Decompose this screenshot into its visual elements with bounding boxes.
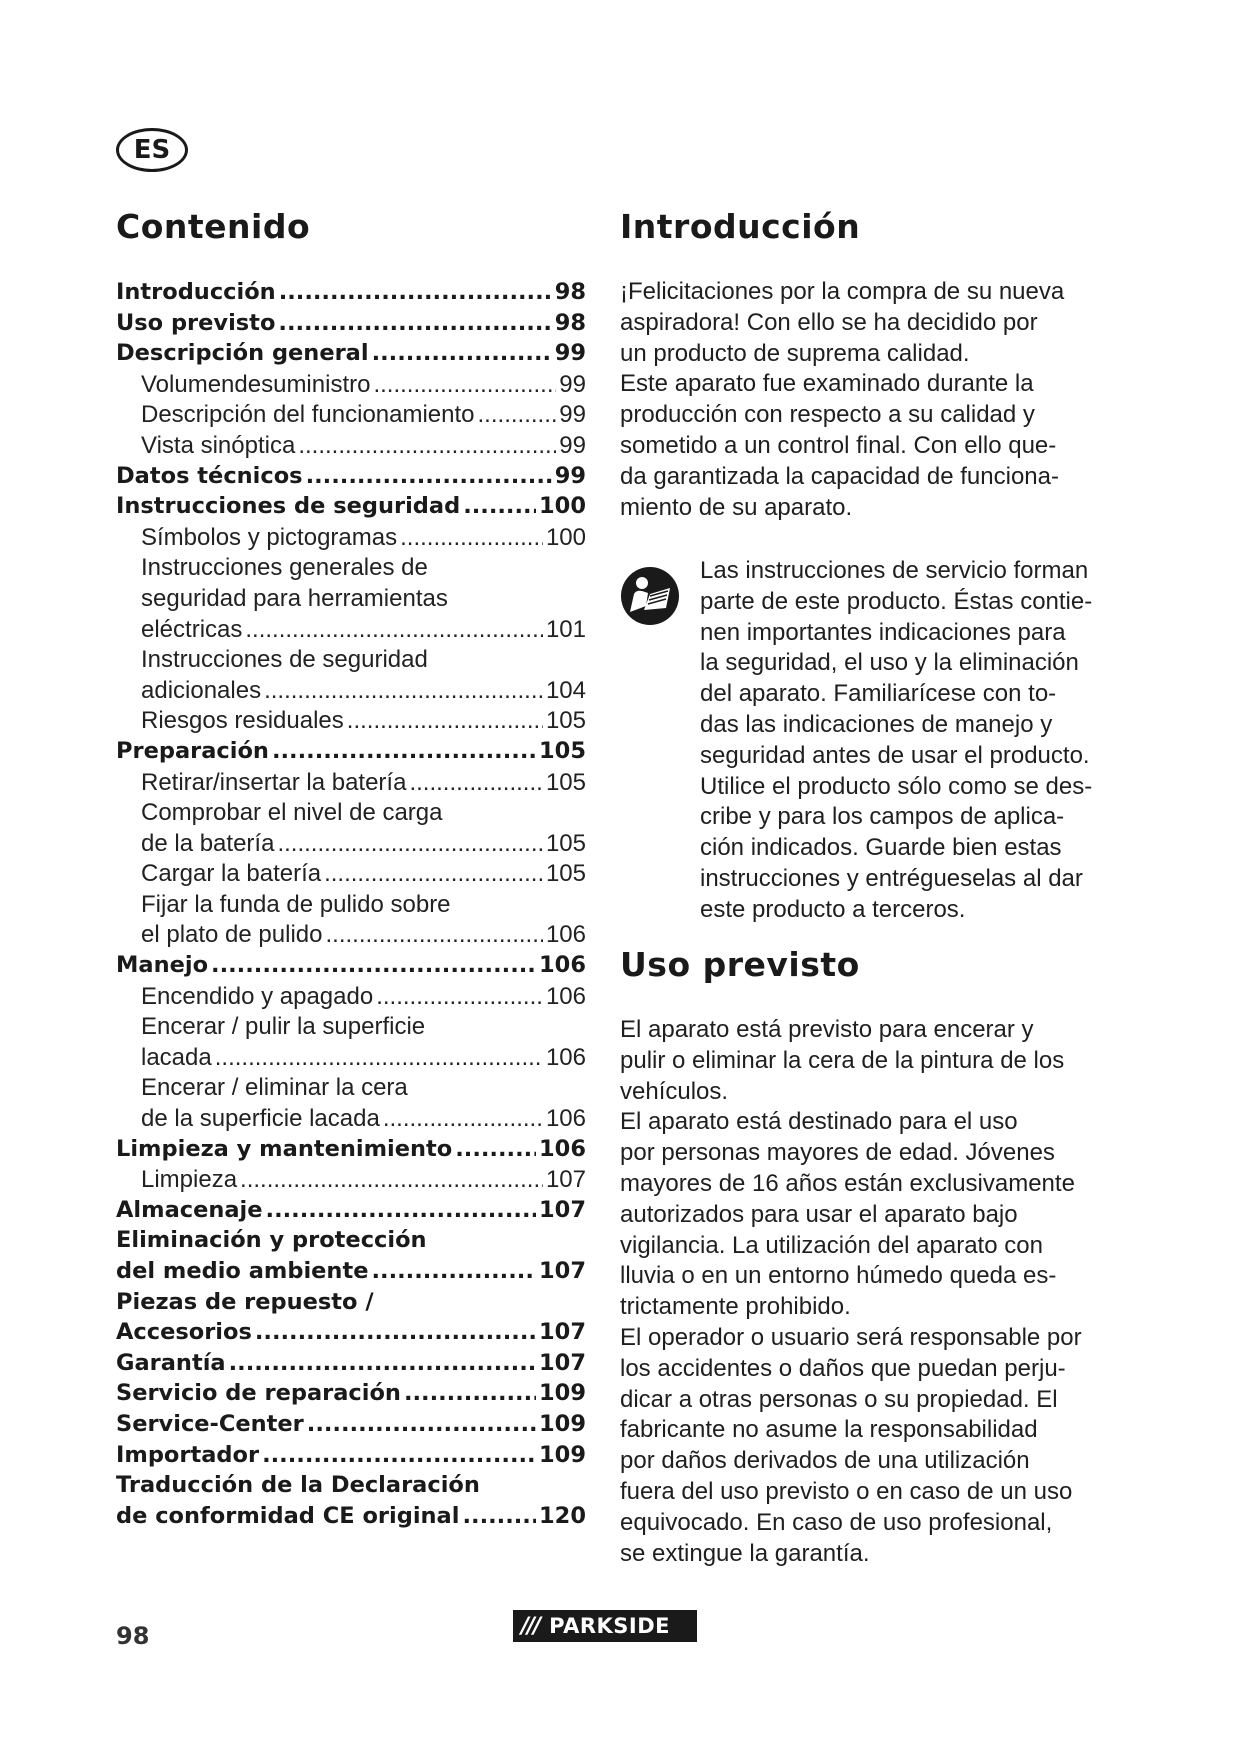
toc-entry xyxy=(116,1503,586,1534)
toc-entry xyxy=(116,738,586,769)
text-line: fabricante no asume la responsabilidad xyxy=(620,1416,1038,1444)
toc-entry-page: 105 xyxy=(545,860,586,888)
toc-entry-title: Service-Center xyxy=(116,1410,304,1437)
toc-entry-page: 106 xyxy=(545,982,586,1010)
toc-leader-dots xyxy=(264,677,543,705)
toc-entry-page: 107 xyxy=(539,1258,586,1284)
toc-entry-title: el plato de pulido xyxy=(141,921,323,949)
toc-entry-page: 106 xyxy=(545,1105,586,1133)
toc-entry-title: adicionales xyxy=(141,676,262,704)
toc-entry-title: de la batería xyxy=(141,829,275,857)
toc-leader-dots xyxy=(255,1319,536,1345)
text-line: ción indicados. Guarde bien estas xyxy=(700,834,1062,862)
introduction-title: Introducción xyxy=(620,207,861,246)
language-code: ES xyxy=(133,135,171,165)
text-line: aspiradora! Con ello se ha decidido por xyxy=(620,308,1038,336)
toc-entry xyxy=(116,952,586,983)
toc-leader-dots xyxy=(373,371,556,399)
toc-entry xyxy=(116,1289,586,1320)
text-line: por personas mayores de edad. Jóvenes xyxy=(620,1139,1055,1167)
toc-entry xyxy=(116,1166,586,1197)
text-line: la seguridad, el uso y la eliminación xyxy=(700,649,1079,677)
toc-entry-page: 101 xyxy=(545,615,586,643)
toc-entry xyxy=(116,1472,586,1503)
toc-entry-title: Cargar la batería xyxy=(141,860,322,888)
intended-use-text xyxy=(620,1015,1100,1569)
toc-entry-page: 107 xyxy=(545,1166,586,1194)
page-number: 98 xyxy=(116,1622,150,1650)
toc-leader-dots xyxy=(324,860,543,888)
toc-entry xyxy=(116,279,586,310)
toc-entry-page: 107 xyxy=(539,1349,586,1376)
toc-entry-title: Descripción del funcionamiento xyxy=(141,401,475,429)
text-line: cribe y para los campos de aplica- xyxy=(700,803,1065,831)
toc-entry xyxy=(116,401,586,432)
toc-entry-page: 105 xyxy=(539,737,586,764)
toc-entry-title: Encerar / pulir la superficie xyxy=(141,1013,426,1041)
text-line: producción con respecto a su calidad y xyxy=(620,401,1035,429)
text-line: Las instrucciones de servicio forman xyxy=(700,557,1089,584)
toc-entry-title: Retirar/insertar la batería xyxy=(141,768,407,796)
toc-leader-dots xyxy=(455,1136,536,1162)
toc-leader-dots xyxy=(383,1105,543,1133)
toc-entry-title: Símbolos y pictogramas xyxy=(141,523,398,551)
toc-leader-dots xyxy=(279,279,552,305)
toc-leader-dots xyxy=(463,493,536,519)
toc-leader-dots xyxy=(211,952,536,978)
toc-entry-page: 107 xyxy=(539,1319,586,1346)
notice-text xyxy=(700,556,1100,926)
toc-leader-dots xyxy=(325,921,542,949)
toc-entry xyxy=(116,1044,586,1075)
toc-entry xyxy=(116,1350,586,1381)
toc-entry-title: Accesorios xyxy=(116,1319,252,1346)
toc-entry-page: 98 xyxy=(554,279,586,305)
language-badge xyxy=(116,128,188,172)
toc-entry-page: 104 xyxy=(545,676,586,704)
toc-entry xyxy=(116,830,586,861)
toc-entry-title: Uso previsto xyxy=(116,309,276,336)
text-line: lluvia o en un entorno húmedo queda es- xyxy=(620,1262,1057,1290)
toc-title: Contenido xyxy=(116,207,311,246)
toc-entry-page: 99 xyxy=(554,340,586,367)
manual-notice xyxy=(620,556,1100,926)
toc-leader-dots xyxy=(400,524,543,552)
toc-entry-page: 99 xyxy=(559,401,586,429)
text-line: equivocado. En caso de uso profesional, xyxy=(620,1508,1053,1536)
toc-entry xyxy=(116,1319,586,1350)
toc-entry-title: lacada xyxy=(141,1043,212,1071)
toc-entry xyxy=(116,1136,586,1167)
text-line: dicar a otras personas o su propiedad. El xyxy=(620,1385,1058,1413)
toc-entry-title: Preparación xyxy=(116,737,269,764)
toc-leader-dots xyxy=(262,1442,536,1468)
text-line: Utilice el producto sólo como se des- xyxy=(700,772,1093,800)
toc-leader-dots xyxy=(272,738,536,764)
toc-leader-dots xyxy=(298,432,556,460)
text-line: por daños derivados de una utilización xyxy=(620,1447,1030,1475)
toc-entry-page: 109 xyxy=(539,1441,586,1468)
toc-leader-dots xyxy=(240,1166,543,1194)
toc-entry xyxy=(116,1258,586,1289)
toc-entry xyxy=(116,677,586,708)
toc-entry xyxy=(116,340,586,371)
toc-leader-dots xyxy=(404,1380,536,1406)
text-line: autorizados para usar el aparato bajo xyxy=(620,1200,1018,1228)
text-line: seguridad antes de usar el producto. xyxy=(700,741,1090,769)
toc-entry-page: 105 xyxy=(545,707,586,735)
toc-entry xyxy=(116,1411,586,1442)
text-line: fuera del uso previsto o en caso de un uso xyxy=(620,1477,1073,1505)
toc-entry-title: de la superficie lacada xyxy=(141,1105,380,1133)
text-line: trictamente prohibido. xyxy=(620,1293,851,1321)
text-line: instrucciones y entrégueselas al dar xyxy=(700,864,1083,892)
text-line: vehículos. xyxy=(620,1077,729,1105)
toc-entry-title: Instrucciones generales de xyxy=(141,554,428,582)
toc-entry-title: eléctricas xyxy=(141,615,243,643)
text-line: El aparato está previsto para encerar y xyxy=(620,1016,1034,1043)
text-line: El operador o usuario será responsable por xyxy=(620,1323,1082,1351)
toc-entry xyxy=(116,310,586,341)
toc-entry-title: Encendido y apagado xyxy=(141,982,374,1010)
toc-entry-page: 98 xyxy=(554,309,586,336)
text-line: parte de este producto. Éstas contie- xyxy=(700,587,1093,615)
text-line: da garantizada la capacidad de funciona- xyxy=(620,462,1059,490)
toc-entry xyxy=(116,646,586,677)
toc-entry-page: 106 xyxy=(545,1043,586,1071)
toc-entry-page: 100 xyxy=(545,523,586,551)
toc-entry xyxy=(116,524,586,555)
text-line: sometido a un control final. Con ello que- xyxy=(620,431,1057,459)
toc-entry-title: Limpieza xyxy=(141,1166,238,1194)
text-line: vigilancia. La utilización del aparato con xyxy=(620,1231,1043,1259)
toc-entry xyxy=(116,1197,586,1228)
toc-leader-dots xyxy=(307,1411,536,1437)
text-line: ¡Felicitaciones por la compra de su nueva xyxy=(620,278,1065,305)
toc-entry xyxy=(116,860,586,891)
toc-leader-dots xyxy=(229,1350,536,1376)
toc-leader-dots xyxy=(372,340,552,366)
toc-entry-page: 105 xyxy=(545,768,586,796)
toc-entry-page: 106 xyxy=(539,952,586,979)
toc-entry-title: Datos técnicos xyxy=(116,462,303,489)
toc-entry-title: Eliminación y protección xyxy=(116,1227,427,1254)
toc-entry-title: Importador xyxy=(116,1441,260,1468)
toc-entry xyxy=(116,891,586,922)
toc-leader-dots xyxy=(478,401,557,429)
toc-entry-title: del medio ambiente xyxy=(116,1258,369,1284)
toc-entry-page: 120 xyxy=(539,1502,586,1529)
text-line: pulir o eliminar la cera de la pintura de los xyxy=(620,1046,1065,1074)
toc-entry xyxy=(116,1442,586,1473)
toc-entry-page: 99 xyxy=(559,431,586,459)
toc-entry-title: de conformidad CE original xyxy=(116,1502,460,1529)
toc-entry-title: Riesgos residuales xyxy=(141,707,344,735)
toc-entry xyxy=(116,1227,586,1258)
toc-entry-title: Instrucciones de seguridad xyxy=(141,646,428,674)
toc-entry-title: Vista sinóptica xyxy=(141,431,296,459)
text-line: se extingue la garantía. xyxy=(620,1539,870,1567)
toc-entry-title: Instrucciones de seguridad xyxy=(116,493,461,520)
toc-entry xyxy=(116,585,586,616)
toc-entry-page: 106 xyxy=(545,921,586,949)
toc-entry xyxy=(116,463,586,494)
toc-entry-page: 106 xyxy=(539,1135,586,1162)
toc-entry-title: Garantía xyxy=(116,1349,226,1376)
toc-leader-dots xyxy=(306,463,552,489)
toc-entry-title: seguridad para herramientas xyxy=(141,584,448,612)
toc-leader-dots xyxy=(376,983,543,1011)
toc-leader-dots xyxy=(278,310,551,336)
toc-entry-title: Volumendesuministro xyxy=(141,370,371,398)
logo-slashes: /// xyxy=(521,1613,540,1639)
toc-entry xyxy=(116,983,586,1014)
toc-entry xyxy=(116,799,586,830)
toc-entry-page: 99 xyxy=(554,462,586,489)
toc-entry-title: Limpieza y mantenimiento xyxy=(116,1135,453,1162)
toc-leader-dots xyxy=(245,616,543,644)
toc-leader-dots xyxy=(371,1258,536,1284)
toc-entry-page: 107 xyxy=(539,1196,586,1223)
toc-leader-dots xyxy=(462,1503,536,1529)
toc-entry-title: Encerar / eliminar la cera xyxy=(141,1074,408,1102)
text-line: nen importantes indicaciones para xyxy=(700,618,1066,646)
toc-entry-title: Traducción de la Declaración xyxy=(116,1472,480,1499)
toc-entry-title: Fijar la funda de pulido sobre xyxy=(141,890,451,918)
text-line: El aparato está destinado para el uso xyxy=(620,1108,1018,1136)
toc-entry xyxy=(116,1380,586,1411)
toc-entry-page: 109 xyxy=(539,1410,586,1437)
toc-leader-dots xyxy=(277,830,543,858)
toc-entry-title: Comprobar el nivel de carga xyxy=(141,799,443,827)
toc-entry xyxy=(116,921,586,952)
introduction-text xyxy=(620,277,1090,523)
text-line: los accidentes o daños que puedan perju- xyxy=(620,1354,1066,1382)
text-line: das las indicaciones de manejo y xyxy=(700,710,1053,738)
toc-leader-dots xyxy=(266,1197,537,1223)
text-line: este producto a terceros. xyxy=(700,895,966,923)
toc-entry xyxy=(116,432,586,463)
table-of-contents xyxy=(116,279,586,1533)
toc-leader-dots xyxy=(215,1044,543,1072)
toc-leader-dots xyxy=(347,707,543,735)
text-line: del aparato. Familiarícese con to- xyxy=(700,680,1057,708)
toc-entry-page: 105 xyxy=(545,829,586,857)
toc-entry-title: Introducción xyxy=(116,279,276,305)
toc-entry xyxy=(116,493,586,524)
toc-entry-title: Descripción general xyxy=(116,340,369,367)
toc-entry xyxy=(116,769,586,800)
toc-entry xyxy=(116,1074,586,1105)
toc-entry xyxy=(116,707,586,738)
toc-entry xyxy=(116,616,586,647)
toc-entry xyxy=(116,1013,586,1044)
toc-entry xyxy=(116,554,586,585)
toc-entry xyxy=(116,371,586,402)
read-manual-icon xyxy=(620,566,680,626)
toc-entry xyxy=(116,1105,586,1136)
text-line: Este aparato fue examinado durante la xyxy=(620,370,1034,398)
logo-name: PARKSIDE xyxy=(549,1614,670,1638)
toc-entry-title: Manejo xyxy=(116,952,209,979)
toc-leader-dots xyxy=(409,769,543,797)
brand-logo xyxy=(513,1610,697,1642)
intended-use-title: Uso previsto xyxy=(620,945,860,984)
toc-entry-title: Servicio de reparación xyxy=(116,1380,401,1407)
text-line: mayores de 16 años están exclusivamente xyxy=(620,1169,1075,1197)
toc-entry-page: 100 xyxy=(539,493,586,520)
text-line: un producto de suprema calidad. xyxy=(620,339,970,367)
text-line: miento de su aparato. xyxy=(620,493,853,521)
toc-entry-title: Almacenaje xyxy=(116,1196,263,1223)
toc-entry-page: 99 xyxy=(559,370,586,398)
toc-entry-title: Piezas de repuesto / xyxy=(116,1288,374,1315)
toc-entry-page: 109 xyxy=(539,1380,586,1407)
